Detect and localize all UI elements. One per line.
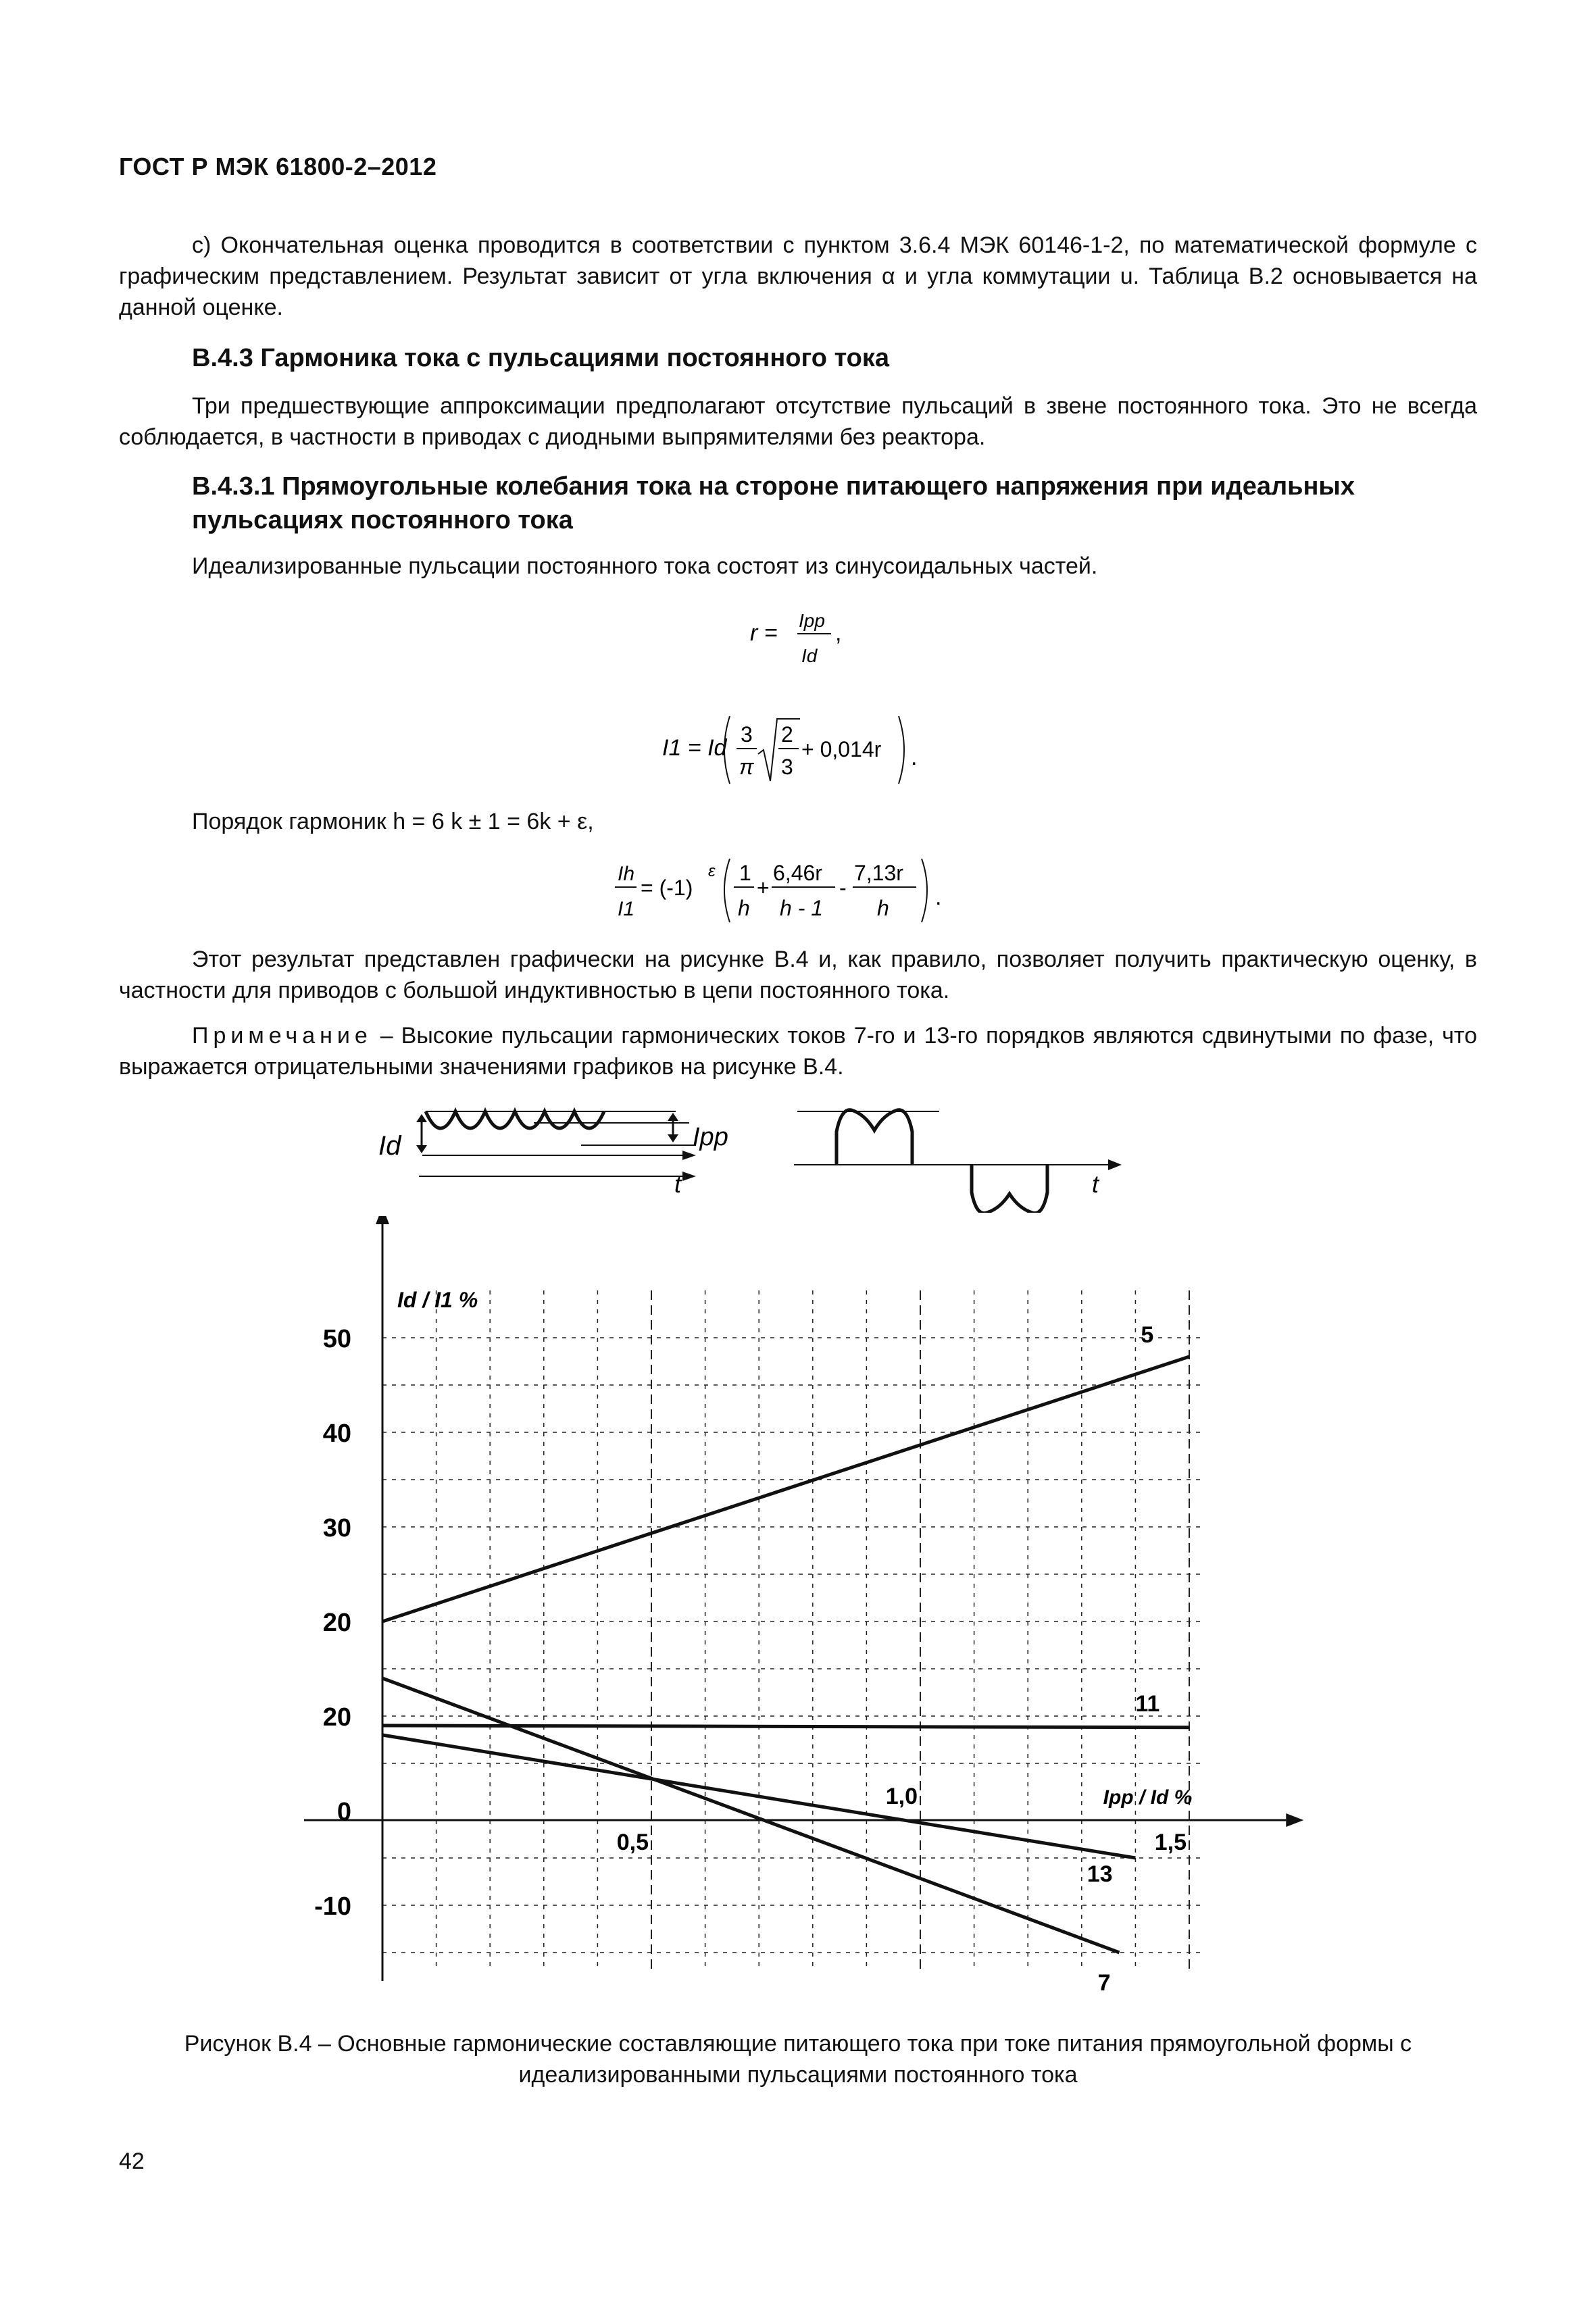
svg-text:-: - (839, 876, 847, 900)
formula-i1 (655, 703, 939, 797)
x-tick-label: 0,5 (616, 1830, 649, 1855)
figure-caption (119, 2028, 1477, 2090)
section-b43-title: В.4.3 Гармоника тока с пульсациями постоянного тока (192, 344, 890, 372)
series-line-7 (382, 1678, 1120, 1953)
formula-ih-t1-den: h (738, 896, 750, 920)
series-label-5: 5 (1141, 1322, 1154, 1348)
section-b431-text: Идеализированные пульсации постоянного тока состоят из синусоидальных частей. (192, 553, 1098, 579)
svg-text:.: . (911, 745, 918, 770)
x-axis-arrow (1286, 1813, 1303, 1827)
x-tick-label: 1,0 (885, 1784, 918, 1809)
ac-negative-half (972, 1165, 1047, 1213)
chart-labels (314, 1288, 1192, 1996)
formula-ih-exp: ε (708, 862, 716, 880)
y-tick-label: 20 (322, 1703, 351, 1732)
waveform-diagram (365, 1091, 1162, 1213)
y-axis-arrow (376, 1216, 389, 1224)
y-tick-label: 20 (322, 1609, 351, 1637)
x-tick-label: 1,5 (1154, 1830, 1187, 1855)
harmonic-chart (0, 1216, 1596, 2027)
series-label-11: 11 (1135, 1691, 1160, 1717)
note-label: Примечание (192, 1023, 372, 1049)
formula-r-num: Ipp (799, 610, 825, 631)
formula-i1-lhs: I1 = Id (662, 735, 727, 761)
series-line-5 (382, 1357, 1189, 1621)
formula-i1-frac-den: π (739, 755, 754, 779)
formula-r-tail: , (835, 620, 842, 646)
formula-ih-lhs-den: I1 (618, 898, 635, 920)
document-code: ГОСТ Р МЭК 61800-2–2012 (119, 153, 437, 180)
ac-positive-half (837, 1110, 912, 1165)
svg-text:+: + (757, 876, 770, 900)
formula-ih-sign: = (-1) (641, 876, 693, 900)
caption-line-1: Рисунок В.4 – Основные гармонические составляющие питающего тока при токе питания прямоугольной формы с (184, 2031, 1412, 2057)
formula-ih-t3-num: 7,13r (854, 861, 903, 885)
ripple-waveform (426, 1111, 604, 1128)
paragraph-c: c) Окончательная оценка проводится в соответствии с пунктом 3.6.4 МЭК 60146-1-2, по математической формуле с графическим представлением. Результат зависит от угла включения α и угла коммутации u. Таблица В.2 основывается на данной оценке. (119, 232, 1477, 320)
caption-line-2: идеализированными пульсациями постоянного тока (518, 2062, 1078, 2088)
y-axis-label: Id / I1 % (397, 1288, 478, 1313)
y-tick-label: 40 (322, 1419, 351, 1448)
label-id: Id (378, 1131, 401, 1161)
chart-series (382, 1357, 1189, 1953)
formula-ih-t2-num: 6,46r (773, 861, 822, 885)
page-number: 42 (119, 2148, 145, 2174)
y-tick-label: 0 (336, 1798, 351, 1826)
formula-i1-sqrt-den: 3 (781, 755, 793, 779)
formula-i1-tail: + 0,014r (801, 737, 882, 761)
y-tick-label: 50 (322, 1325, 351, 1353)
formula-ih-t1-num: 1 (739, 861, 751, 885)
formula-i1-sqrt-num: 2 (781, 722, 793, 747)
formula-ih-t3-den: h (877, 896, 889, 920)
y-tick-label: 30 (322, 1514, 351, 1542)
section-b431-title: В.4.3.1 Прямоугольные колебания тока на стороне питающего напряжения при идеальных пульсациях постоянного тока (192, 472, 1355, 534)
formula-r-lhs: r = (750, 620, 778, 646)
x-axis-label: Ipp / Id % (1103, 1786, 1193, 1809)
y-tick-label: -10 (314, 1892, 351, 1921)
formula-i1-frac-num: 3 (741, 722, 753, 747)
label-t-2: t (1092, 1170, 1099, 1198)
label-t-1: t (674, 1170, 682, 1198)
result-paragraph: Этот результат представлен графически на рисунке В.4 и, как правило, позволяет получить практическую оценку, в частности для приводов с большой индуктивностью в цепи постоянного тока. (119, 947, 1477, 1003)
formula-r (743, 595, 878, 676)
svg-text:.: . (935, 884, 942, 910)
note-paragraph (119, 1020, 1477, 1082)
formula-r-den: Id (801, 645, 818, 666)
label-ipp: Ipp (693, 1123, 728, 1151)
note-text: – Высокие пульсации гармонических токов 7-го и 13-го порядков являются сдвинутыми по фазе, что выражается отрицательными значениями графиков на рисунке В.4. (119, 1023, 1477, 1080)
series-label-7: 7 (1097, 1970, 1111, 1996)
formula-ih (608, 848, 987, 936)
formula-ih-lhs-num: Ih (618, 863, 635, 885)
formula-ih-t2-den: h - 1 (780, 896, 824, 920)
harmonic-order-text: Порядок гармоник h = 6 k ± 1 = 6k + ε, (192, 809, 594, 834)
series-line-11 (382, 1726, 1189, 1728)
series-label-13: 13 (1087, 1861, 1113, 1887)
section-b43-text: Три предшествующие аппроксимации предполагают отсутствие пульсаций в звене постоянного тока. Это не всегда соблюдается, в частности в приводах с диодными выпрямителями без реактора. (119, 393, 1477, 450)
